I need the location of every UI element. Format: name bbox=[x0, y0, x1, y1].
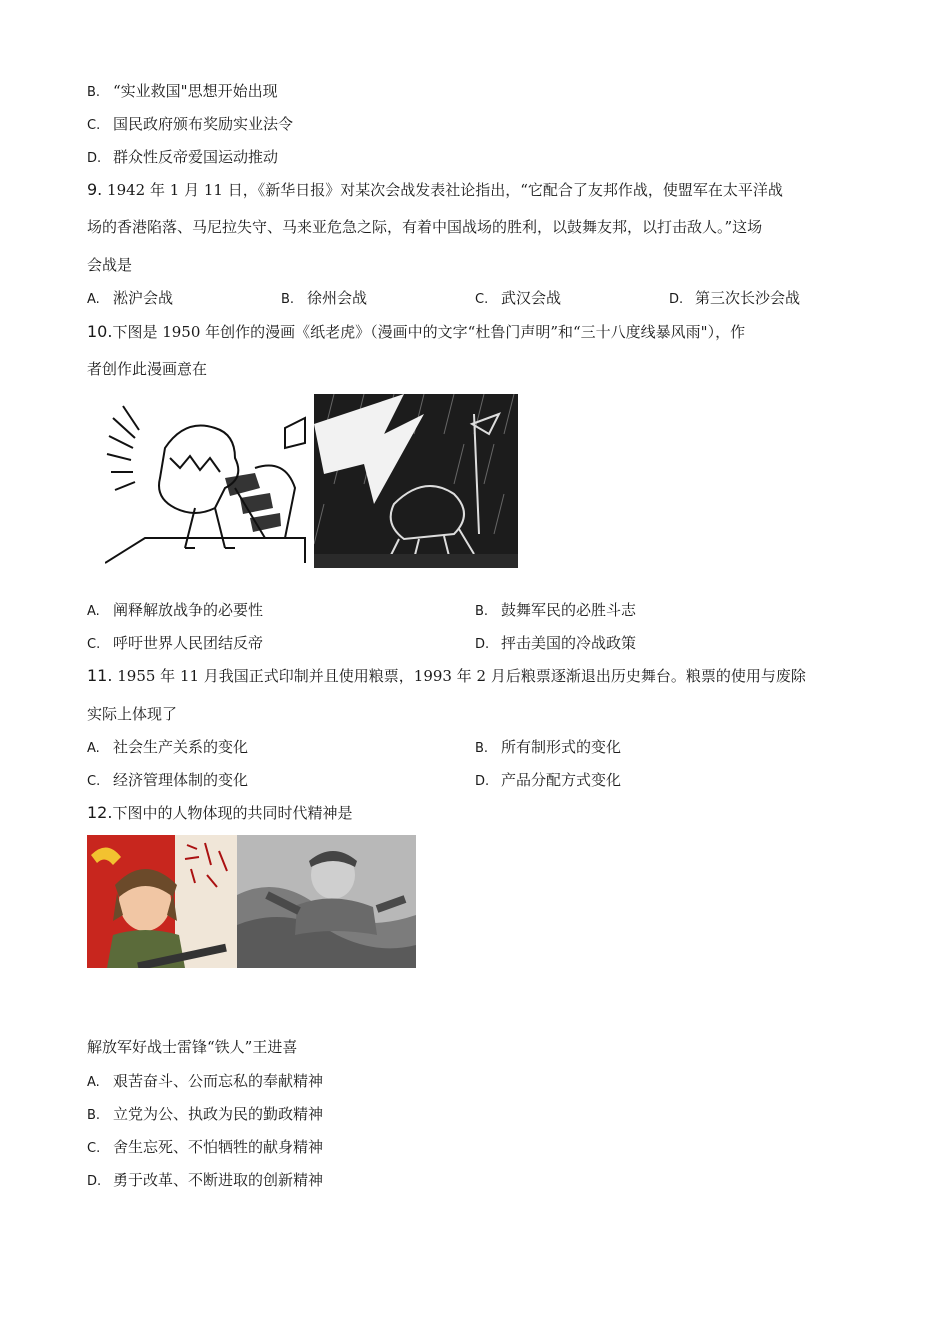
q11-option-b: B. 所有制形式的变化 bbox=[475, 738, 622, 756]
storm-drawing bbox=[314, 394, 518, 568]
q11-stem-line2: 实际上体现了 bbox=[87, 705, 178, 723]
paper-tiger-cartoon-left bbox=[105, 398, 311, 568]
q10-option-a: A. 阐释解放战争的必要性 bbox=[87, 601, 264, 619]
q10-option-b: B. 鼓舞军民的必胜斗志 bbox=[475, 601, 637, 619]
option-c-prev: C. 国民政府颁布奖励实业法令 bbox=[87, 115, 294, 133]
wang-jinxi-drawing bbox=[237, 835, 416, 968]
q12-option-c: C. 舍生忘死、不怕牺牲的献身精神 bbox=[87, 1138, 324, 1156]
q11-option-a: A. 社会生产关系的变化 bbox=[87, 738, 249, 756]
paper-tiger-cartoon-right bbox=[314, 394, 518, 568]
q9-stem-line2: 场的香港陷落、马尼拉失守、马来亚危急之际，有着中国战场的胜利，以鼓舞友邦，以打击敌人。”这场 bbox=[87, 218, 763, 236]
q12-image-caption: 解放军好战士雷锋“铁人”王进喜 bbox=[87, 1038, 298, 1056]
q12-option-b: B. 立党为公、执政为民的勤政精神 bbox=[87, 1105, 324, 1123]
option-d-prev: D. 群众性反帝爱国运动推动 bbox=[87, 148, 279, 166]
q9-stem-line1: 9. 1942 年 1 月 11 日，《新华日报》对某次会战发表社论指出，“它配合了友邦作战，使盟军在太平洋战 bbox=[87, 180, 783, 199]
q12-option-d: D. 勇于改革、不断进取的创新精神 bbox=[87, 1171, 324, 1189]
option-b-prev: B. “实业救国"思想开始出现 bbox=[87, 82, 278, 100]
q9-option-a: A. 淞沪会战 bbox=[87, 289, 174, 307]
lei-feng-drawing bbox=[87, 835, 237, 968]
q9-option-b: B. 徐州会战 bbox=[281, 289, 368, 307]
wang-jinxi-photo bbox=[237, 835, 416, 968]
q10-stem-line2: 者创作此漫画意在 bbox=[87, 360, 208, 378]
q11-option-d: D. 产品分配方式变化 bbox=[475, 771, 622, 789]
q9-option-c: C. 武汉会战 bbox=[475, 289, 562, 307]
q12-option-a: A. 艰苦奋斗、公而忘私的奉献精神 bbox=[87, 1072, 324, 1090]
q10-stem-line1: 10.下图是 1950 年创作的漫画《纸老虎》（漫画中的文字“杜鲁门声明”和“三十八度线暴风雨"），作 bbox=[87, 322, 746, 341]
q10-option-c: C. 呼吁世界人民团结反帝 bbox=[87, 634, 264, 652]
q11-stem-line1: 11. 1955 年 11 月我国正式印制并且使用粮票，1993 年 2 月后粮票逐渐退出历史舞台。粮票的使用与废除 bbox=[87, 666, 806, 685]
q9-stem-line3: 会战是 bbox=[87, 256, 133, 274]
tiger-drawing bbox=[105, 398, 311, 568]
q10-option-d: D. 抨击美国的冷战政策 bbox=[475, 634, 637, 652]
q11-option-c: C. 经济管理体制的变化 bbox=[87, 771, 249, 789]
lei-feng-poster bbox=[87, 835, 237, 968]
q12-stem-line1: 12.下图中的人物体现的共同时代精神是 bbox=[87, 803, 353, 822]
q9-option-d: D. 第三次长沙会战 bbox=[669, 289, 801, 307]
